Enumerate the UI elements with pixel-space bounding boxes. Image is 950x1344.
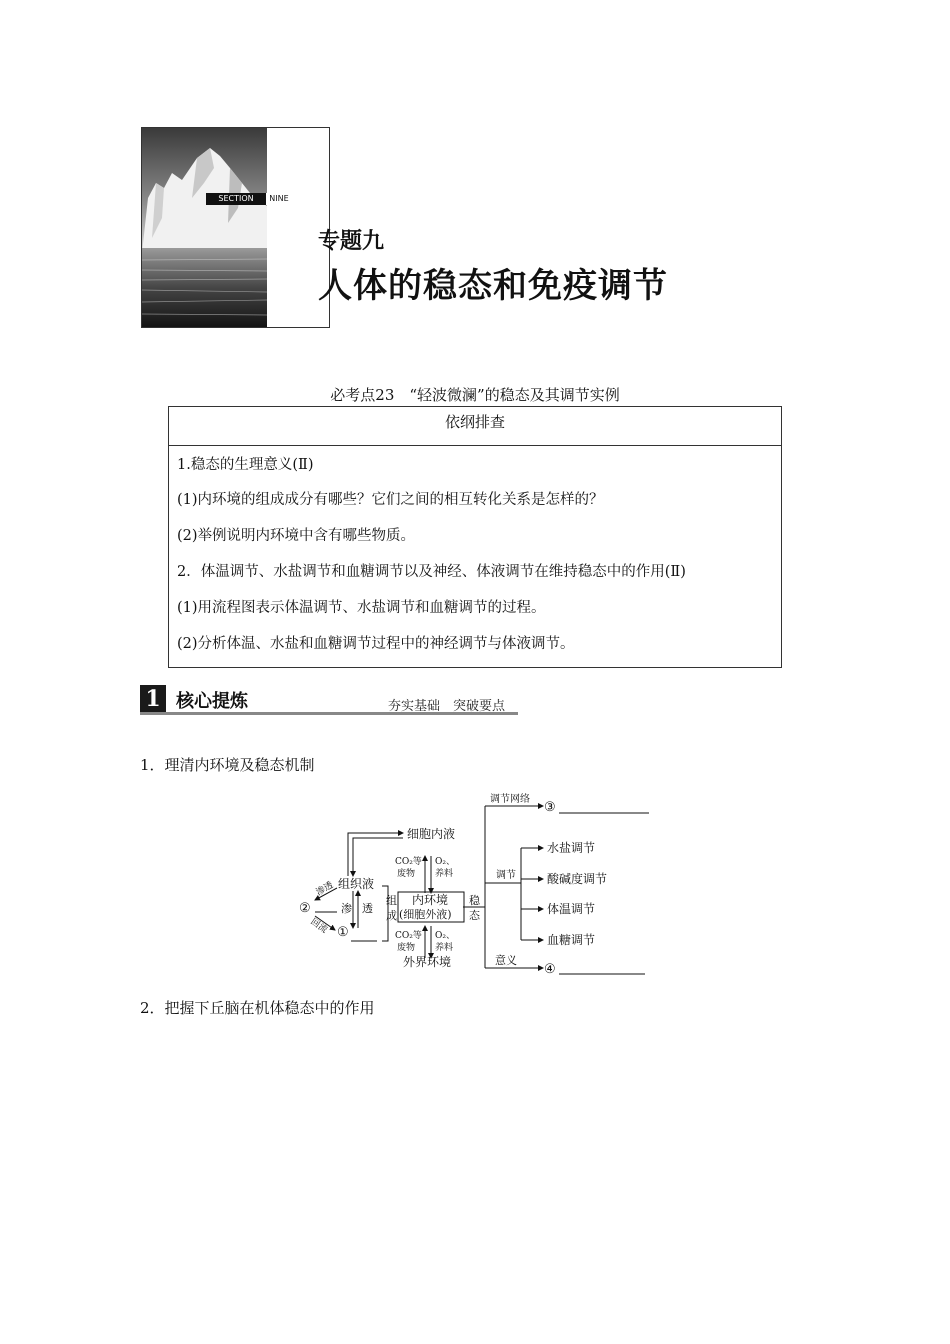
label-waste-bot: 废物 xyxy=(397,943,416,953)
outline-item: 1.稳态的生理意义(Ⅱ) xyxy=(177,457,314,473)
label-waste-top: 废物 xyxy=(397,869,416,879)
label-external-env: 外界环境 xyxy=(403,955,452,969)
section-label xyxy=(206,193,292,205)
label-compose-1: 组 xyxy=(386,894,397,907)
chapter-cover-image xyxy=(141,127,330,328)
outline-item: (2)分析体温、水盐和血糖调节过程中的神经调节与体液调节。 xyxy=(177,636,575,652)
banner-number: 1 xyxy=(140,685,166,713)
label-body-temp: 体温调节 xyxy=(547,902,596,916)
outline-item: (1)用流程图表示体温调节、水盐调节和血糖调节的过程。 xyxy=(177,600,546,616)
outline-item: 2．体温调节、水盐调节和血糖调节以及神经、体液调节在维持稳态中的作用(Ⅱ) xyxy=(177,564,686,580)
label-tissue-fluid: 组织液 xyxy=(338,877,375,891)
section-label-light: NINE xyxy=(266,193,292,205)
label-steady-2: 态 xyxy=(469,909,480,922)
label-cell-fluid: 细胞内液 xyxy=(407,827,456,841)
label-compose-2: 成 xyxy=(386,909,397,922)
label-o2-top: O₂、 xyxy=(435,857,455,867)
section-heading-2: 2．把握下丘脑在机体稳态中的作用 xyxy=(140,999,375,1017)
label-nutrients-bot: 养料 xyxy=(435,943,454,953)
label-blood-sugar: 血糖调节 xyxy=(547,933,596,947)
label-acid-base: 酸碱度调节 xyxy=(547,872,608,886)
label-meaning: 意义 xyxy=(495,954,517,967)
label-seep-diag: 渗透 xyxy=(314,880,336,899)
banner-title: 核心提炼 xyxy=(176,691,248,712)
label-return: 回流 xyxy=(308,916,329,936)
outline-table xyxy=(168,406,782,668)
section-label-dark: SECTION xyxy=(206,193,266,205)
topic-number: 专题九 xyxy=(318,229,385,254)
label-co2-top: CO₂等 xyxy=(395,857,422,867)
iceberg-photo xyxy=(142,128,267,328)
point-title: 必考点23 “轻波微澜”的稳态及其调节实例 xyxy=(330,386,620,404)
blank-1: ① xyxy=(337,925,349,940)
topic-title: 人体的稳态和免疫调节 xyxy=(318,266,668,306)
label-inner-env: 内环境 xyxy=(412,893,449,907)
label-o2-bot: O₂、 xyxy=(435,931,455,941)
label-co2-bot: CO₂等 xyxy=(395,931,422,941)
label-nutrients-top: 养料 xyxy=(435,869,454,879)
label-network: 调节网络 xyxy=(490,794,530,805)
outline-heading: 依纲排查 xyxy=(169,407,781,446)
homeostasis-diagram xyxy=(285,788,660,978)
label-water-salt: 水盐调节 xyxy=(547,841,596,855)
label-seep-1: 渗 xyxy=(341,902,352,915)
banner-subtitle: 夯实基础 突破要点 xyxy=(388,699,506,714)
blank-4: ④ xyxy=(544,962,556,977)
outline-item: (1)内环境的组成成分有哪些？它们之间的相互转化关系是怎样的？ xyxy=(177,492,604,508)
outline-item: (2)举例说明内环境中含有哪些物质。 xyxy=(177,528,416,544)
label-regulate: 调节 xyxy=(496,870,516,881)
label-steady-1: 稳 xyxy=(469,894,480,907)
blank-2: ② xyxy=(299,901,311,916)
arrow-to-cell-fluid xyxy=(348,833,403,876)
label-extracellular: (细胞外液) xyxy=(399,908,452,921)
section-heading-1: 1．理清内环境及稳态机制 xyxy=(140,756,315,774)
label-seep-2: 透 xyxy=(362,902,373,915)
blank-3: ③ xyxy=(544,800,556,815)
